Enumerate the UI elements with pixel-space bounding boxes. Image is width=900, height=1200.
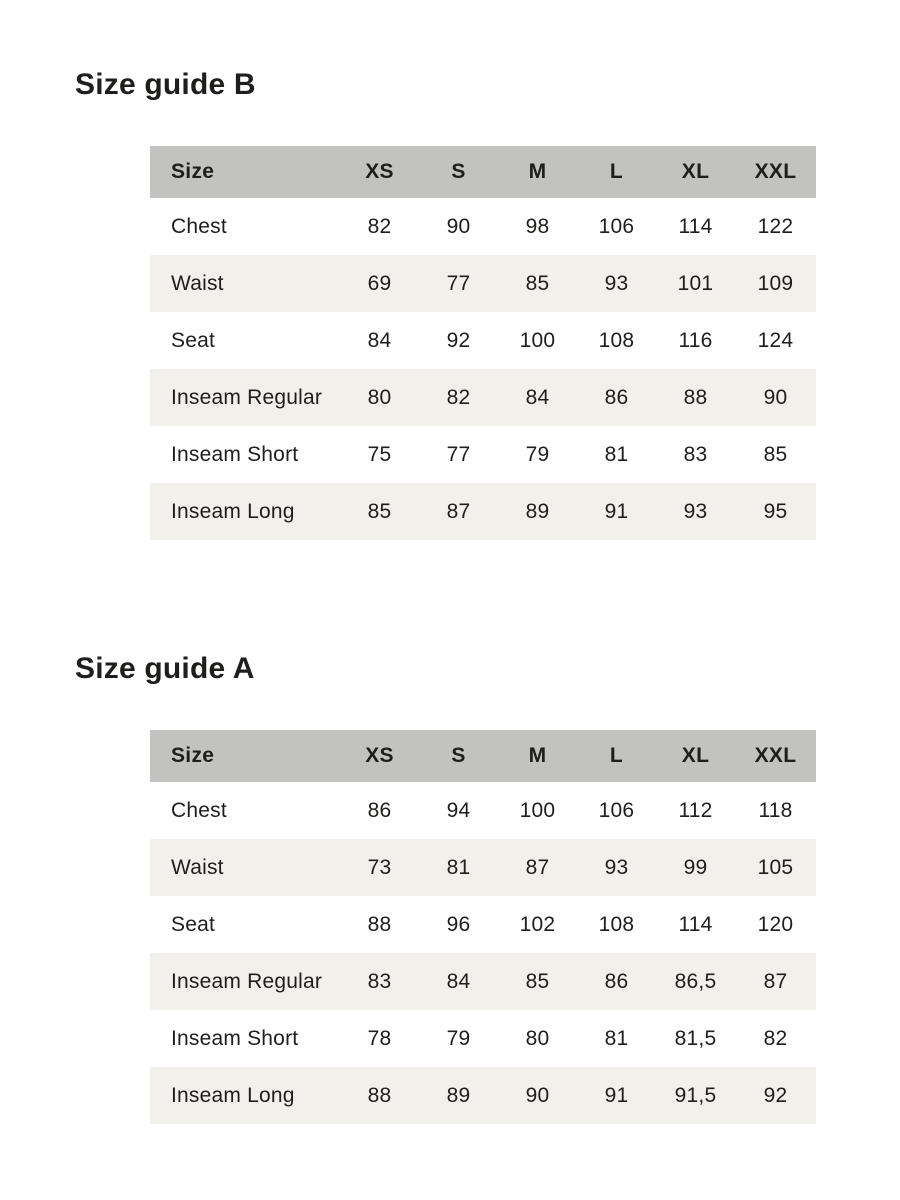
table-row xyxy=(150,839,816,896)
row-label: Inseam Regular xyxy=(171,385,323,409)
row-label: Chest xyxy=(171,214,227,238)
size-value-cell: 114 xyxy=(678,214,713,238)
size-value-cell: 88 xyxy=(367,912,392,936)
size-value-cell: 90 xyxy=(763,385,788,409)
sections-container xyxy=(0,66,900,1124)
size-value-cell: 77 xyxy=(446,442,471,466)
column-header: XXL xyxy=(754,160,797,183)
size-value-cell: 90 xyxy=(446,214,471,238)
row-label: Inseam Short xyxy=(171,1026,299,1050)
table-row xyxy=(150,896,816,953)
size-value-cell: 87 xyxy=(446,499,471,523)
column-header: Size xyxy=(171,160,215,183)
size-value-cell: 112 xyxy=(678,798,713,822)
column-header: XL xyxy=(681,744,710,767)
table-head xyxy=(150,146,816,198)
size-value-cell: 102 xyxy=(519,912,556,936)
size-value-cell: 88 xyxy=(683,385,708,409)
size-value-cell: 78 xyxy=(367,1026,392,1050)
size-value-cell: 109 xyxy=(757,271,794,295)
table-head xyxy=(150,730,816,782)
section-title: Size guide A xyxy=(75,652,255,685)
column-header: XS xyxy=(365,744,394,767)
size-value-cell: 101 xyxy=(677,271,714,295)
size-value-cell: 81 xyxy=(604,442,629,466)
size-value-cell: 84 xyxy=(446,969,471,993)
column-header: XL xyxy=(681,160,710,183)
section-title: Size guide B xyxy=(75,68,256,101)
size-value-cell: 86 xyxy=(604,385,629,409)
row-label: Inseam Regular xyxy=(171,969,323,993)
table-row xyxy=(150,312,816,369)
size-value-cell: 81,5 xyxy=(674,1026,717,1050)
row-label: Inseam Long xyxy=(171,1083,295,1107)
size-value-cell: 86 xyxy=(367,798,392,822)
table-row xyxy=(150,1067,816,1124)
row-label: Seat xyxy=(171,328,215,352)
table-row xyxy=(150,198,816,255)
table-row xyxy=(150,369,816,426)
size-value-cell: 89 xyxy=(446,1083,471,1107)
size-value-cell: 88 xyxy=(367,1083,392,1107)
column-header: XS xyxy=(365,160,394,183)
size-value-cell: 92 xyxy=(446,328,471,352)
size-value-cell: 93 xyxy=(604,271,629,295)
row-label: Inseam Long xyxy=(171,499,295,523)
row-label: Waist xyxy=(171,855,224,879)
size-value-cell: 84 xyxy=(525,385,550,409)
size-value-cell: 100 xyxy=(519,798,556,822)
size-value-cell: 91,5 xyxy=(674,1083,717,1107)
size-value-cell: 106 xyxy=(598,798,635,822)
table-row xyxy=(150,1010,816,1067)
size-value-cell: 82 xyxy=(446,385,471,409)
table-row xyxy=(150,782,816,839)
size-value-cell: 94 xyxy=(446,798,471,822)
size-value-cell: 85 xyxy=(525,969,550,993)
size-table xyxy=(150,730,816,1124)
header-row xyxy=(150,146,816,198)
size-value-cell: 108 xyxy=(598,328,635,352)
size-value-cell: 80 xyxy=(525,1026,550,1050)
size-value-cell: 120 xyxy=(757,912,794,936)
size-value-cell: 86 xyxy=(604,969,629,993)
column-header: M xyxy=(528,160,547,183)
size-guide-section xyxy=(0,66,900,540)
size-value-cell: 99 xyxy=(683,855,708,879)
size-value-cell: 96 xyxy=(446,912,471,936)
column-header: S xyxy=(451,160,466,183)
size-value-cell: 91 xyxy=(604,499,629,523)
size-table xyxy=(150,146,816,540)
size-value-cell: 69 xyxy=(367,271,392,295)
table-row xyxy=(150,953,816,1010)
row-label: Chest xyxy=(171,798,227,822)
size-value-cell: 82 xyxy=(367,214,392,238)
size-value-cell: 83 xyxy=(683,442,708,466)
column-header: XXL xyxy=(754,744,797,767)
size-value-cell: 85 xyxy=(367,499,392,523)
column-header: L xyxy=(609,744,624,767)
size-value-cell: 87 xyxy=(763,969,788,993)
size-value-cell: 92 xyxy=(763,1083,788,1107)
size-value-cell: 79 xyxy=(446,1026,471,1050)
column-header: Size xyxy=(171,744,215,767)
size-value-cell: 75 xyxy=(367,442,392,466)
size-value-cell: 91 xyxy=(604,1083,629,1107)
size-value-cell: 116 xyxy=(678,328,713,352)
row-label: Seat xyxy=(171,912,215,936)
row-label: Inseam Short xyxy=(171,442,299,466)
size-value-cell: 81 xyxy=(604,1026,629,1050)
size-value-cell: 122 xyxy=(757,214,794,238)
size-value-cell: 90 xyxy=(525,1083,550,1107)
header-row xyxy=(150,730,816,782)
size-value-cell: 77 xyxy=(446,271,471,295)
size-value-cell: 114 xyxy=(678,912,713,936)
size-value-cell: 98 xyxy=(525,214,550,238)
size-value-cell: 82 xyxy=(763,1026,788,1050)
size-value-cell: 85 xyxy=(763,442,788,466)
column-header: M xyxy=(528,744,547,767)
size-value-cell: 93 xyxy=(604,855,629,879)
size-value-cell: 105 xyxy=(757,855,794,879)
size-value-cell: 73 xyxy=(367,855,392,879)
table-row xyxy=(150,426,816,483)
column-header: L xyxy=(609,160,624,183)
size-value-cell: 124 xyxy=(757,328,794,352)
size-value-cell: 106 xyxy=(598,214,635,238)
size-value-cell: 85 xyxy=(525,271,550,295)
table-body xyxy=(150,198,816,540)
table-row xyxy=(150,255,816,312)
column-header: S xyxy=(451,744,466,767)
size-value-cell: 89 xyxy=(525,499,550,523)
size-value-cell: 87 xyxy=(525,855,550,879)
size-value-cell: 93 xyxy=(683,499,708,523)
size-value-cell: 79 xyxy=(525,442,550,466)
size-value-cell: 80 xyxy=(367,385,392,409)
row-label: Waist xyxy=(171,271,224,295)
size-value-cell: 84 xyxy=(367,328,392,352)
size-guide-section xyxy=(0,650,900,1124)
size-value-cell: 100 xyxy=(519,328,556,352)
size-value-cell: 81 xyxy=(446,855,471,879)
size-value-cell: 95 xyxy=(763,499,788,523)
size-value-cell: 118 xyxy=(758,798,793,822)
size-value-cell: 86,5 xyxy=(674,969,717,993)
size-value-cell: 83 xyxy=(367,969,392,993)
table-body xyxy=(150,782,816,1124)
table-row xyxy=(150,483,816,540)
size-value-cell: 108 xyxy=(598,912,635,936)
